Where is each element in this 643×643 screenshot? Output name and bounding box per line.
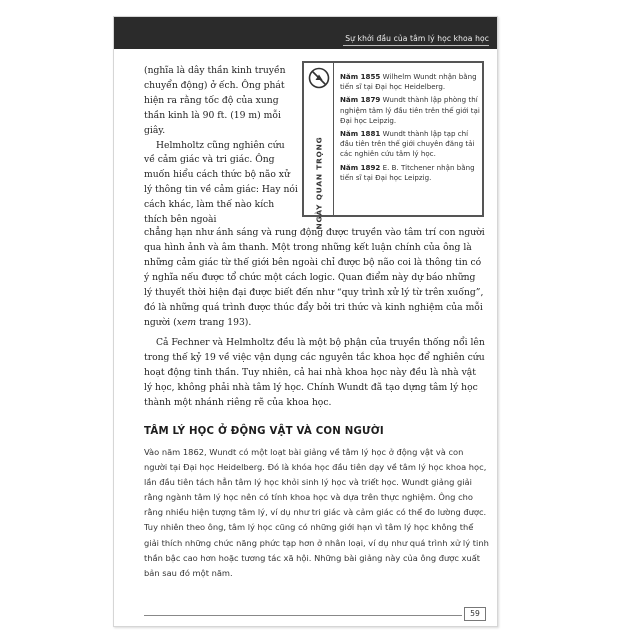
entry-text: Wundt thành lập tạp chí đầu tiên trên thế giới chuyên đăng tải các nghiên cứu tâm lý học. [340,129,475,159]
left-paragraph-2: Helmholtz cũng nghiên cứu về cảm giác và tri giác. Ông muốn hiểu cách thức bộ não xử lý thông tin về cảm giác: Hay nói cách khác, làm thế nào kích thích bên ngoài [144,139,298,226]
body-paragraph-1 [144,225,486,330]
date-entry [340,72,480,92]
page-number: 59 [464,607,486,621]
important-dates-box [302,61,484,230]
box-entries [340,72,480,186]
section-body: Vào năm 1862, Wundt có một loạt bài giảng về tâm lý học ở động vật và con người tại Đại học Heidelberg. Đó là khóa học đầu tiên dạy về tâm lý học khoa học, lần đầu tiên tách hẳn tâm lý học khỏi sinh lý học và triết học. Wundt giảng giải rằng ngành tâm lý học nên có tính khoa học và dựa trên thực nghiệm. Ông cho rằng nhiều hiện tượng tâm lý, ví dụ như tri giác và cảm giác có thể đo lường được. Tuy nhiên theo ông, tâm lý học cũng có những giới hạn vì tâm lý học không thể giải thích những chức năng phức tạp hơn ở nhân loại, ví dụ như quá trình xử lý tinh thần bậc cao hơn hoặc tương tác xã hội. Những bài giảng này của ông được xuất bản sau đó một năm. [144,447,489,578]
entry-year: Năm 1881 [340,129,381,139]
date-entry [340,129,480,160]
body-paragraph-1-tail: trang 193). [196,317,252,328]
entry-year: Năm 1879 [340,95,381,105]
date-entry [340,95,480,126]
left-column-text [144,64,298,228]
full-width-text [144,225,486,410]
cross-reference-word: xem [176,317,197,328]
box-side-strip [304,63,334,230]
entry-year: Năm 1855 [340,72,381,81]
entry-year: Năm 1892 [340,162,381,172]
entry-text: Wundt thành lập phòng thí nghiệm tâm lý đầu tiên trên thế giới tại Đại học Leipzig. [340,95,480,125]
left-paragraph-1: (nghĩa là dây thần kinh truyền chuyển động) ở ếch. Ông phát hiện ra rằng tốc độ của xung thần kinh là 90 ft. (19 m) mỗi giây. [144,65,286,136]
entry-text: Wilhelm Wundt nhận bằng tiến sĩ tại Đại học Heidelberg. [340,72,477,92]
section-heading: TÂM LÝ HỌC Ở ĐỘNG VẬT VÀ CON NGƯỜI [144,426,384,437]
entry-text: E. B. Titchener nhận bằng tiến sĩ tại Đại học Leipzig. [340,162,475,182]
no-entry-mark-icon [308,67,330,89]
footer-rule [144,615,462,616]
book-page [113,16,498,627]
body-paragraph-2: Cả Fechner và Helmholtz đều là một bộ phận của truyền thống nổi lên trong thế kỷ 19 về việc vận dụng các nguyên tắc khoa học để nghiên cứu hoạt động tinh thần. Tuy nhiên, cả hai nhà khoa học này đều là nhà vật lý học, không phải nhà tâm lý học. Chính Wundt đã tạo dựng tâm lý học thành một nhánh riêng rẽ của khoa học. [144,337,485,408]
date-entry [340,163,480,183]
body-paragraph-1-text: chẳng hạn như ánh sáng và rung động được truyền vào tâm trí con người qua hình ảnh và âm thanh. Một trong những kết luận chính của ông là những cảm giác từ thế giới bên ngoài chỉ được bộ não coi là thông tin có ý nghĩa nếu được tổ chức một cách logic. Quan điểm này dự báo những lý thuyết thời hiện đại được biết đến như “quy trình xử lý từ trên xuống”, đó là những quá trình được thúc đẩy bởi tri thức và kinh nghiệm của mỗi người ( [144,227,485,328]
box-vertical-label: NGÀY QUAN TRỌNG [314,136,324,230]
running-header-title: Sự khởi đầu của tâm lý học khoa học [345,34,489,43]
header-rule [343,45,489,46]
